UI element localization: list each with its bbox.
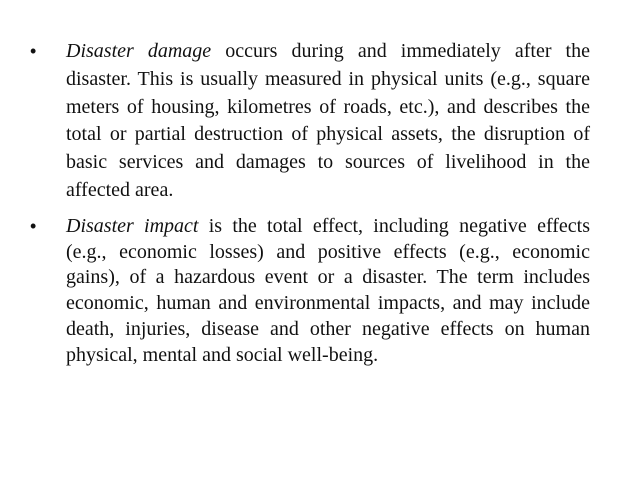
term-disaster-damage: Disaster damage (66, 40, 212, 62)
definition-disaster-impact: is the total effect, including negative effects (e.g., economic losses) and positive effects (e.g., economic gains), of a hazardous event or a disaster. The term includes economic, human and environmental impacts, and may include death, injuries, disease and other negative effects on human physical, mental and social well-being. (66, 214, 591, 366)
bullet-list (30, 38, 590, 369)
bullet-dot-icon: • (30, 215, 37, 236)
bullet-disaster-impact (30, 214, 590, 369)
term-disaster-impact: Disaster impact (66, 214, 199, 237)
bullet-dot-icon: • (30, 41, 37, 61)
definition-disaster-damage: occurs during and immediately after the disaster. This is usually measured in physical units (e.g., square meters of housing, kilometres of roads, etc.), and describes the total or partial destruction of physical assets, the disruption of basic services and damages to sources of livelihood in the affected area. (66, 40, 590, 201)
bullet-disaster-damage (30, 38, 590, 205)
